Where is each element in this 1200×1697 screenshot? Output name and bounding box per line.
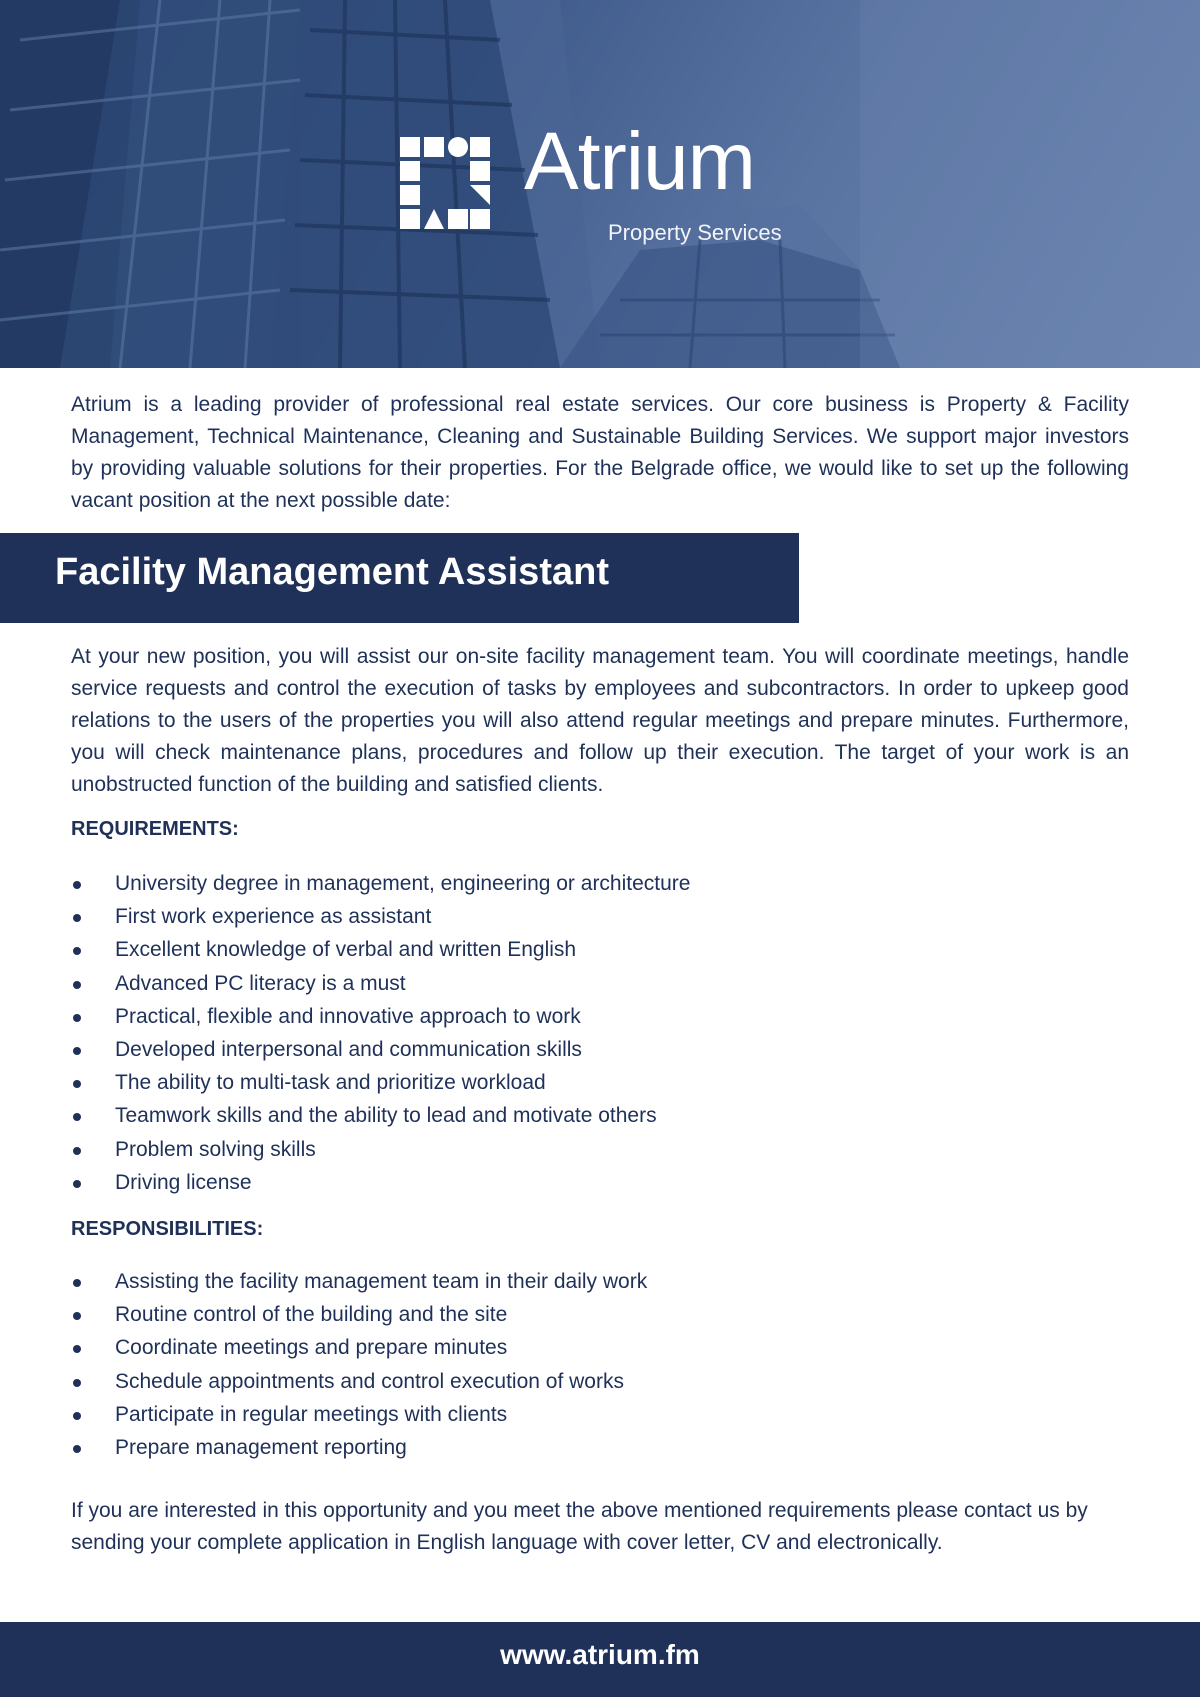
bullet-icon bbox=[73, 1047, 81, 1055]
responsibility-text: Assisting the facility management team in their daily work bbox=[115, 1270, 648, 1293]
requirement-text: First work experience as assistant bbox=[115, 905, 432, 929]
bullet-icon bbox=[73, 1445, 81, 1453]
brand-tagline: Property Services bbox=[608, 220, 782, 245]
company-intro: Atrium is a leading provider of professional real estate services. Our core business is Property & Facility Management, Technical Maintenance, Cleaning and Sustainable Building Services. We support major investors by providing valuable solutions for their properties. For the Belgrade office, we would like to set up the following vacant position at the next possible date: bbox=[71, 393, 1129, 512]
job-title-banner bbox=[0, 533, 799, 623]
application-instructions: If you are interested in this opportunity and you meet the above mentioned requirements please contact us by sending your complete application in English language with cover letter, CV and electronically. bbox=[71, 1499, 1088, 1554]
bullet-icon bbox=[73, 1379, 81, 1387]
requirement-item bbox=[71, 1000, 690, 1033]
requirement-item bbox=[71, 1033, 690, 1066]
responsibility-text: Coordinate meetings and prepare minutes bbox=[115, 1336, 508, 1360]
responsibility-item bbox=[71, 1298, 647, 1331]
job-title: Facility Management Assistant bbox=[55, 551, 609, 593]
responsibility-item bbox=[71, 1331, 647, 1364]
bullet-icon bbox=[73, 947, 81, 955]
atrium-logo bbox=[400, 116, 820, 250]
requirement-text: Advanced PC literacy is a must bbox=[115, 971, 406, 995]
responsibility-text: Routine control of the building and the site bbox=[115, 1303, 508, 1327]
bullet-icon bbox=[73, 1279, 81, 1287]
bullet-icon bbox=[73, 1180, 81, 1188]
requirement-item bbox=[71, 1166, 690, 1199]
requirement-text: University degree in management, engineering or architecture bbox=[115, 872, 691, 895]
responsibility-item bbox=[71, 1365, 647, 1398]
responsibility-text: Prepare management reporting bbox=[115, 1435, 407, 1459]
requirement-item bbox=[71, 1066, 690, 1099]
responsibility-text: Participate in regular meetings with clients bbox=[115, 1402, 508, 1426]
bullet-icon bbox=[73, 981, 81, 989]
requirement-text: Driving license bbox=[115, 1170, 252, 1194]
bullet-icon bbox=[73, 1113, 81, 1121]
bullet-icon bbox=[73, 1080, 81, 1088]
job-description: At your new position, you will assist our on-site facility management team. You will coordinate meetings, handle service requests and control the execution of tasks by employees and subcontractors. In order to upkeep good relations to the users of the properties you will also attend regular meetings and prepare minutes. Furthermore, you will check maintenance plans, procedures and follow up their execution. The target of your work is an unobstructed function of the building and satisfied clients. bbox=[71, 645, 1129, 796]
requirement-text: Teamwork skills and the ability to lead and motivate others bbox=[115, 1104, 657, 1128]
bullet-icon bbox=[73, 881, 81, 889]
website-link[interactable]: www.atrium.fm bbox=[500, 1639, 700, 1670]
requirements-heading: REQUIREMENTS: bbox=[71, 818, 239, 840]
requirement-item bbox=[71, 1133, 690, 1166]
bullet-icon bbox=[73, 1014, 81, 1022]
responsibility-item bbox=[71, 1265, 647, 1298]
bullet-icon bbox=[73, 1412, 81, 1420]
requirement-item bbox=[71, 967, 690, 1000]
requirement-item bbox=[71, 1099, 690, 1132]
responsibility-item bbox=[71, 1398, 647, 1431]
bullet-icon bbox=[73, 1312, 81, 1320]
bullet-icon bbox=[73, 914, 81, 922]
brand-name: Atrium bbox=[524, 116, 755, 207]
requirement-item bbox=[71, 900, 690, 933]
responsibility-text: Schedule appointments and control execution of works bbox=[115, 1369, 624, 1393]
requirement-text: Developed interpersonal and communication skills bbox=[115, 1037, 582, 1061]
requirement-text: Problem solving skills bbox=[115, 1137, 316, 1161]
requirement-item bbox=[71, 933, 690, 966]
atrium-logo-mark-icon bbox=[400, 137, 492, 229]
responsibilities-heading: RESPONSIBILITIES: bbox=[71, 1218, 264, 1240]
hero-banner bbox=[0, 0, 1200, 368]
bullet-icon bbox=[73, 1147, 81, 1155]
responsibilities-list bbox=[71, 1265, 647, 1464]
requirement-item bbox=[71, 867, 690, 900]
requirement-text: Practical, flexible and innovative approach to work bbox=[115, 1004, 581, 1028]
requirement-text: Excellent knowledge of verbal and written English bbox=[115, 938, 577, 962]
footer-bar bbox=[0, 1622, 1200, 1697]
bullet-icon bbox=[73, 1345, 81, 1353]
requirements-list bbox=[71, 867, 690, 1199]
responsibility-item bbox=[71, 1431, 647, 1464]
requirement-text: The ability to multi-task and prioritize workload bbox=[115, 1071, 546, 1095]
